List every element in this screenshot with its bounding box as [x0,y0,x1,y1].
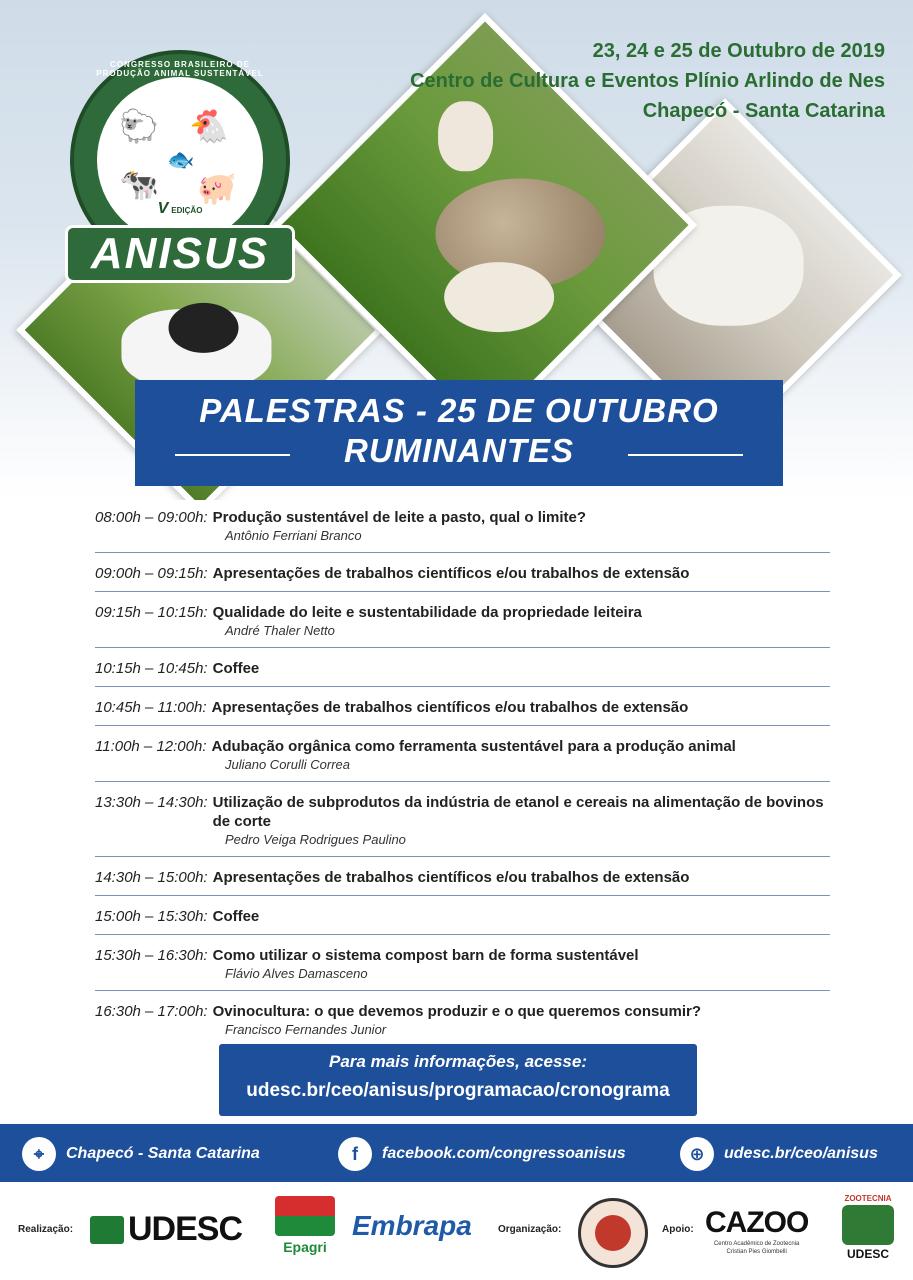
schedule-line [95,659,830,678]
banner-title: PALESTRAS - 25 DE OUTUBRO [199,392,719,429]
session-time: 08:00h – 09:00h: [95,509,208,526]
cazoo-subtitle-1: Centro Acadêmico de Zootecnia [713,1241,800,1247]
schedule-row [95,945,830,991]
session-title: Adubação orgânica como ferramenta sustentável para a produção animal [211,738,736,755]
footer-bar [0,1124,913,1182]
session-title: Utilização de subprodutos da indústria de etanol e cereais na alimentação de bovinos de corte [212,794,824,830]
udesc-wordmark: UDESC [128,1210,243,1248]
embrapa-logo: Embrapa [352,1210,472,1241]
zootecnia-mark-icon [842,1205,894,1245]
edition-numeral: V [157,200,169,217]
more-info-box[interactable] [219,1044,697,1116]
epagri-wordmark: Epagri [283,1239,327,1255]
facebook-icon: f [338,1137,372,1171]
session-title: Apresentações de trabalhos científicos e/ou trabalhos de extensão [212,869,690,886]
cazoo-subtitle-2: Cristian Pies Giombelli [726,1249,787,1255]
lamb-image [444,262,554,332]
schedule-row [95,736,830,782]
udesc-logo [90,1210,242,1249]
anisus-logo [55,40,305,290]
zootecnia-label: ZOOTECNIA [844,1194,892,1203]
session-time: 10:45h – 11:00h: [95,699,207,716]
pig-icon: 🐖 [197,170,237,206]
session-speaker: Francisco Fernandes Junior [225,1022,387,1037]
logo-wordmark: ANISUS [65,225,295,283]
footer-facebook-link[interactable]: facebook.com/congressoanisus [382,1145,626,1162]
sponsors-strip [0,1188,913,1280]
banner-rule-right [628,454,743,456]
schedule-row [95,507,830,553]
udesc-mark-icon [90,1216,124,1244]
sheep-icon: 🐑 [119,108,159,144]
realizacao-label: Realização: [18,1224,74,1235]
epagri-mark-icon [275,1196,335,1236]
session-time: 11:00h – 12:00h: [95,738,207,755]
cow-spot [169,303,239,353]
banner-rule-left [175,454,290,456]
footer-location-text: Chapecó - Santa Catarina [66,1145,260,1162]
session-speaker: Juliano Corulli Correa [225,757,350,772]
event-venue: Centro de Cultura e Eventos Plínio Arlindo de Nes [410,70,885,92]
session-time: 14:30h – 15:00h: [95,869,208,886]
seal-center [595,1215,631,1251]
logo-inner [97,77,263,243]
cazoo-wordmark: CAZOO [705,1206,809,1239]
session-time: 10:15h – 10:45h: [95,660,208,677]
schedule-list [95,507,830,1056]
schedule-row [95,792,830,857]
schedule-line [95,603,830,622]
schedule-line [95,564,830,583]
schedule-line [95,737,830,756]
session-time: 09:00h – 09:15h: [95,565,208,582]
schedule-row [95,697,830,726]
schedule-row [95,563,830,592]
footer-facebook[interactable] [338,1137,626,1171]
session-title: Apresentações de trabalhos científicos e/ou trabalhos de extensão [211,699,689,716]
schedule-row [95,658,830,687]
session-title: Como utilizar o sistema compost barn de forma sustentável [212,947,639,964]
schedule-line [95,698,830,717]
session-time: 09:15h – 10:15h: [95,604,208,621]
session-title: Coffee [212,660,260,677]
schedule-line [95,868,830,887]
fish-icon: 🐟 [167,147,195,172]
footer-website[interactable] [680,1137,878,1171]
session-title: Ovinocultura: o que devemos produzir e o que queremos consumir? [212,1003,702,1020]
session-speaker: André Thaler Netto [225,623,335,638]
cow-icon: 🐄 [119,166,159,202]
schedule-row [95,906,830,935]
event-city: Chapecó - Santa Catarina [642,100,885,122]
session-time: 16:30h – 17:00h: [95,1003,208,1020]
section-banner [135,380,783,486]
organizacao-label: Organização: [498,1224,562,1235]
schedule-row [95,867,830,896]
cazoo-logo [705,1206,808,1256]
session-speaker: Flávio Alves Damasceno [225,966,368,981]
schedule-line [95,793,830,831]
schedule-line [95,907,830,926]
session-title: Produção sustentável de leite a pasto, qual o limite? [212,509,587,526]
schedule-line [95,1002,830,1021]
schedule-line [95,508,830,527]
epagri-logo [272,1196,338,1255]
apoio-label: Apoio: [662,1224,694,1235]
edition-word: EDIÇÃO [171,206,203,215]
more-info-label: Para mais informações, acesse: [329,1052,587,1071]
logo-edition [55,200,305,218]
footer-website-link[interactable]: udesc.br/ceo/anisus [724,1145,878,1162]
globe-icon: ⊕ [680,1137,714,1171]
zootecnia-udesc-logo [838,1194,898,1261]
schedule-row [95,1001,830,1046]
banner-subtitle: RUMINANTES [344,432,574,469]
session-speaker: Antônio Ferriani Branco [225,528,362,543]
program-link[interactable]: udesc.br/ceo/anisus/programacao/cronograma [246,1080,670,1101]
session-time: 13:30h – 14:30h: [95,794,208,811]
zootecnia-udesc-label: UDESC [846,1247,889,1261]
organizer-seal-icon [578,1198,648,1268]
schedule-row [95,602,830,648]
event-dates: 23, 24 e 25 de Outubro de 2019 [592,40,885,62]
session-title: Apresentações de trabalhos científicos e/ou trabalhos de extensão [212,565,690,582]
logo-arc-text: CONGRESSO BRASILEIRO DE PRODUÇÃO ANIMAL SUSTENTÁVEL [96,60,264,78]
location-pin-icon: ⌖ [22,1137,56,1171]
schedule-line [95,946,830,965]
session-title: Qualidade do leite e sustentabilidade da propriedade leiteira [212,604,642,621]
session-title: Coffee [212,908,260,925]
session-speaker: Pedro Veiga Rodrigues Paulino [225,832,406,847]
event-info [410,36,885,126]
footer-location [22,1137,260,1171]
session-time: 15:00h – 15:30h: [95,908,208,925]
chicken-icon: 🐔 [189,108,229,144]
session-time: 15:30h – 16:30h: [95,947,208,964]
